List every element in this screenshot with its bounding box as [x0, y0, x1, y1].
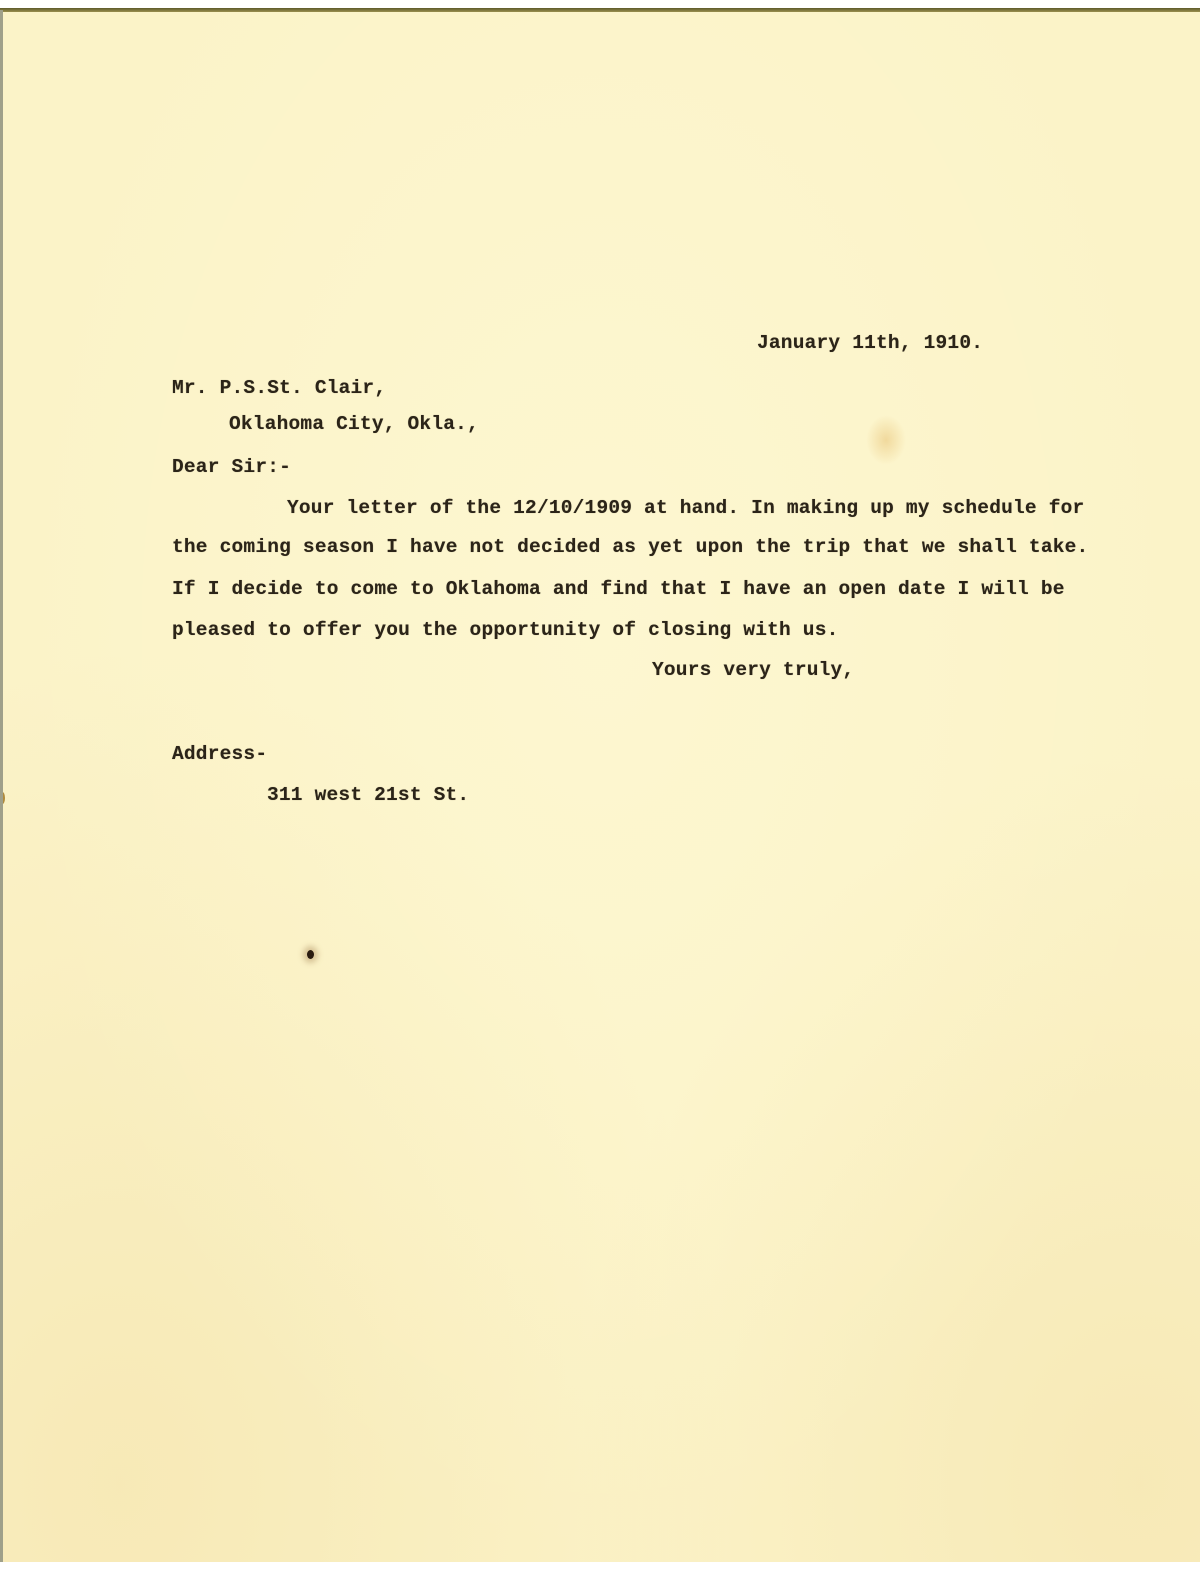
paper-top-edge [0, 8, 1200, 12]
body-line-4: pleased to offer you the opportunity of closing with us. [172, 619, 839, 641]
body-line-3: If I decide to come to Oklahoma and find that I have an open date I will be [172, 578, 1065, 600]
body-line-2: the coming season I have not decided as yet upon the trip that we shall take. [172, 536, 1089, 558]
letter-date: January 11th, 1910. [757, 332, 984, 354]
address-value: 311 west 21st St. [267, 784, 470, 806]
body-line-1: Your letter of the 12/10/1909 at hand. In making up my schedule for [287, 497, 1085, 519]
ink-spot [307, 950, 314, 959]
letter-page [0, 10, 1200, 1562]
salutation: Dear Sir:- [172, 456, 292, 478]
recipient-location: Oklahoma City, Okla., [229, 413, 479, 435]
closing: Yours very truly, [652, 659, 855, 681]
paper-stain [866, 415, 906, 465]
address-label: Address- [172, 743, 268, 765]
paper-left-edge [0, 10, 3, 1562]
recipient-name: Mr. P.S.St. Clair, [172, 377, 387, 399]
